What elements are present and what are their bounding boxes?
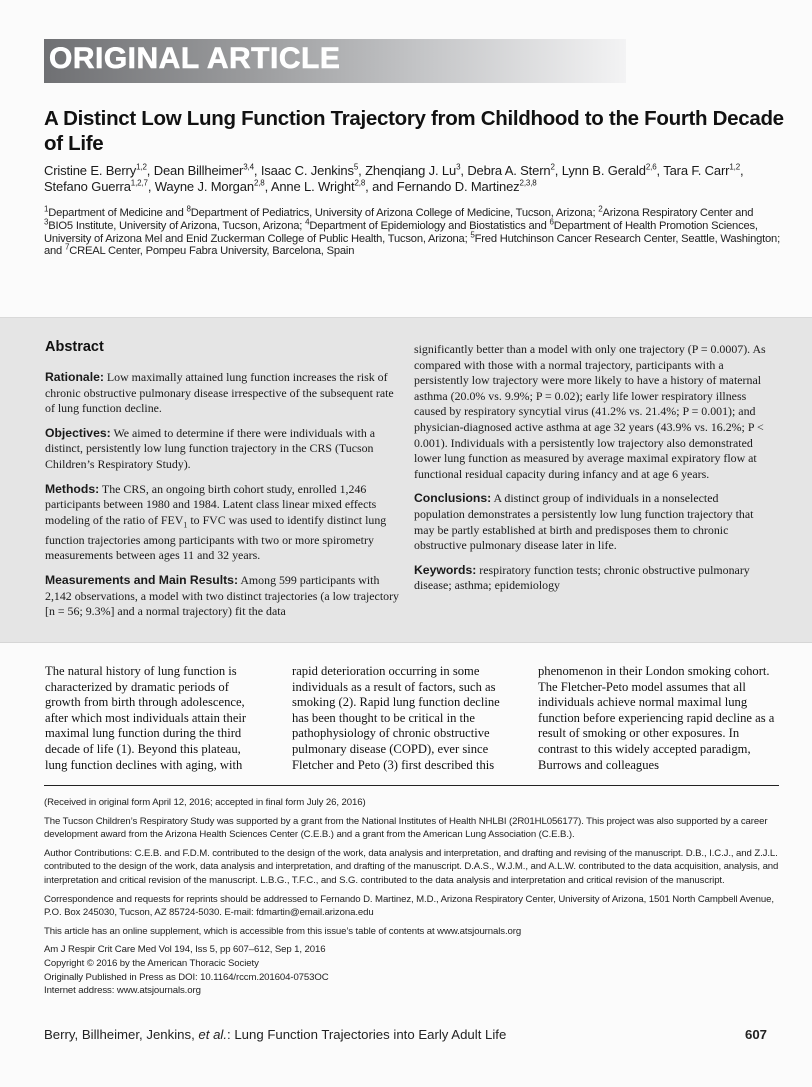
keywords-label: Keywords: xyxy=(414,562,477,577)
affiliation-marker: 1 xyxy=(44,204,49,214)
abstract-rationale xyxy=(45,370,403,417)
abstract-results xyxy=(45,573,403,620)
author-name: Cristine E. Berry xyxy=(44,163,137,178)
fev-subscript: 1 xyxy=(183,520,188,530)
abstract-keywords xyxy=(414,563,772,594)
running-footer xyxy=(44,1027,784,1042)
affiliation-text: CREAL Center, Pompeu Fabra University, Barcelona, Spain xyxy=(69,245,355,258)
author-name: Tara F. Carr xyxy=(663,163,730,178)
footnote-divider xyxy=(44,785,779,786)
abstract-objectives xyxy=(45,426,403,473)
keywords-text: respiratory function tests; chronic obstructive pulmonary disease; asthma; epidemiology xyxy=(414,562,750,593)
author-name: Debra A. Stern xyxy=(467,163,551,178)
author-affiliation-marker: 2,8 xyxy=(354,178,366,188)
body-column-1: The natural history of lung function is characterized by dramatic periods of growth from birth through adolescence, after which most individuals attain their maximal lung function during the third decade of life (1). Beyond this plateau, lung function declines with aging, with xyxy=(45,664,247,772)
affiliation-text: Arizona Respiratory Center and xyxy=(602,207,754,219)
methods-text: The CRS, an ongoing birth cohort study, enrolled 1,246 participants between 1980 and 1984. Latent class linear mixed effects modeling of the ratio of FEV xyxy=(45,481,377,527)
article-title: A Distinct Low Lung Function Trajectory from Childhood to the Fourth Decade of Life xyxy=(44,107,784,155)
correspondence: Correspondence and requests for reprints should be addressed to Fernando D. Martinez, M.D., Arizona Respiratory Center, University of Arizona, 1501 North Campbell Avenue, P.O. Box 245030, Tucson, AZ 85724-5030. E-mail: fdmartin@email.arizona.edu xyxy=(44,893,774,919)
methods-label: Methods: xyxy=(45,481,100,496)
affiliation-marker: 2 xyxy=(598,204,603,214)
author-affiliation-marker: 1,2,7 xyxy=(130,178,148,188)
author-affiliation-marker: 5 xyxy=(353,162,359,172)
affiliation-marker: 3 xyxy=(44,217,49,227)
results-label: Measurements and Main Results: xyxy=(45,572,239,587)
internet-address[interactable]: Internet address: www.atsjournals.org xyxy=(44,985,201,997)
body-column-3: phenomenon in their London smoking cohort. The Fletcher-Peto model assumes that all individuals achieve normal maximal lung function before experiencing rapid decline as a result of smoking or other exposures. In contrast to this widely accepted paradigm, Burrows and colleagues xyxy=(538,664,775,772)
author-affiliation-marker: 3 xyxy=(456,162,461,172)
body-column-2: rapid deterioration occurring in some individuals as a result of factors, such as smoking (2). Rapid lung function decline has been thought to be critical in the pathophysiology of chronic obstructive pulmonary disease (COPD), ever since Fletcher and Peto (3) first described this xyxy=(292,664,500,772)
author-affiliation-marker: 1,2 xyxy=(729,162,741,172)
author-name: Stefano Guerra xyxy=(44,179,131,194)
citation-block xyxy=(44,943,784,997)
author-name: Dean Billheimer xyxy=(153,163,244,178)
running-title xyxy=(44,1027,506,1042)
received-dates: (Received in original form April 12, 2016; accepted in final form July 26, 2016) xyxy=(44,797,366,808)
author-affiliation-marker: 2,6 xyxy=(645,162,657,172)
affiliation-marker: 5 xyxy=(470,229,475,239)
journal-citation: Am J Respir Crit Care Med Vol 194, Iss 5, pp 607–612, Sep 1, 2016 xyxy=(44,944,326,956)
author-affiliation-marker: 2,3,8 xyxy=(519,178,537,188)
conclusions-label: Conclusions: xyxy=(414,491,492,506)
abstract-column-left xyxy=(45,370,403,629)
affiliation-marker: 4 xyxy=(305,217,310,227)
conclusions-text: A distinct group of individuals in a nonselected population demonstrates a persistently low lung function trajectory that may be partly established at birth and predisposes them to chronic obstructive pulmonary disease later in life. xyxy=(414,491,754,553)
doi[interactable]: Originally Published in Press as DOI: 10.1164/rccm.201604-0753OC xyxy=(44,971,329,983)
online-supplement-note: This article has an online supplement, which is accessible from this issue’s table of contents at www.atsjournals.org xyxy=(44,925,522,937)
affiliation-text: Department of Medicine and xyxy=(48,207,187,219)
author-list: Cristine E. Berry$^{1,2}$, Dean Billheimer$^{3,4}$, Isaac C. Jenkins$^5$, Zhenqiang J. Lu$^3$, Debra A. Stern$^2$, Lynn B. Gerald$^{2,6}$, Tara F. Carr$^{1,2}$, Stefano Guerra$^{1,2,7}$, Wayne J. Morgan$^{2,8}$, Anne L. Wright$^{2,8}$, and Fernando D. Martinez$^{2,3,8}$ xyxy=(44,162,744,194)
rationale-text: Low maximally attained lung function increases the risk of chronic obstructive pulmonary disease irrespective of the subsequent rate of lung function decline. xyxy=(45,370,394,416)
abstract-box xyxy=(0,317,812,643)
objectives-label: Objectives: xyxy=(45,425,111,440)
author-name: Wayne J. Morgan xyxy=(154,179,254,194)
rationale-label: Rationale: xyxy=(45,370,104,384)
footnotes xyxy=(44,796,784,998)
author-name: Zhenqiang J. Lu xyxy=(365,163,457,178)
author-affiliation-marker: 1,2 xyxy=(136,162,147,172)
results-text: Among 599 participants with 2,142 observations, a model with two distinct trajectories (a low trajectory [n = 56; 9.3%] and a normal trajectory) fit the data xyxy=(45,572,399,619)
abstract-methods xyxy=(45,482,403,564)
affiliation-marker: 7 xyxy=(64,242,70,252)
footer-authors: Berry, Billheimer, Jenkins, xyxy=(44,1027,199,1042)
affiliation-text: Department of Health Promotion Sciences, University of Arizona Mel and Enid Zuckerman College of Public Health, Tucson, Arizona; xyxy=(44,219,758,245)
author-affiliation-marker: 3,4 xyxy=(243,162,254,172)
author-affiliation-marker: 2 xyxy=(550,162,555,172)
author-name: and Fernando D. Martinez xyxy=(372,179,520,194)
author-affiliation-marker: 2,8 xyxy=(253,178,265,188)
author-name: Lynn B. Gerald xyxy=(561,163,646,178)
abstract-results-continued xyxy=(414,342,772,482)
objectives-text: We aimed to determine if there were individuals with a distinct, persistently low lung function trajectory in the CRS (Tucson Children’s Respiratory Study). xyxy=(45,425,376,471)
affiliation-marker: 8 xyxy=(186,204,191,214)
article-type-label: ORIGINAL ARTICLE xyxy=(49,42,341,75)
methods-text-continued: to FVC was used to identify distinct lung function trajectories among participants with two or more spirometry measurements between ages 11 and 32 years. xyxy=(45,512,387,563)
funding-statement: The Tucson Children’s Respiratory Study was supported by a grant from the National Institutes of Health NHLBI (2R01HL056177). This project was also supported by a career development award from the Arizona Health Sciences Center (C.E.B.) and a grant from the American Lung Association (C.E.B.). xyxy=(44,815,768,841)
footer-et-al: et al. xyxy=(198,1027,227,1042)
abstract-conclusions xyxy=(414,491,772,553)
author-name: Isaac C. Jenkins xyxy=(260,163,354,178)
affiliation-text: Fred Hutchinson Cancer Research Center, Seattle, Washington; and xyxy=(44,232,780,258)
article-type-banner xyxy=(44,39,626,83)
abstract-heading: Abstract xyxy=(45,339,104,355)
affiliation-text: Department of Epidemiology and Biostatistics and xyxy=(309,219,550,232)
affiliations xyxy=(44,204,784,258)
affiliation-marker: 6 xyxy=(549,217,554,227)
author-contributions: Author Contributions: C.E.B. and F.D.M. contributed to the design of the work, data analysis and interpretation, and drafting and revising of the manuscript. D.B., I.C.J., and Z.J.L. contributed to the design of the work, data analysis and interpretation, and drafting of the manuscript. D.A.S., W.J.M., and A.L.W. contributed to the data acquisition, analysis, and interpretation and critical revision of the manuscript. L.B.G., T.F.C., and S.G. contributed to the data analysis and interpretation and critical revision of the manuscript. xyxy=(44,847,779,886)
affiliation-text: BIO5 Institute, University of Arizona, Tucson, Arizona; xyxy=(48,219,306,232)
abstract-column-right xyxy=(414,342,772,603)
copyright: Copyright © 2016 by the American Thoracic Society xyxy=(44,957,259,969)
page-number: 607 xyxy=(744,1027,767,1042)
results-text-continued: significantly better than a model with only one trajectory (P = 0.0007). As compared with those with a normal trajectory, participants with a persistently low trajectory were more likely to have a history of maternal asthma (20.0% vs. 9.9%; P = 0.02); early life lower respiratory illness caused by respiratory syncytial virus (41.2% vs. 21.4%; P = 0.001); and physician-diagnosed active asthma at age 32 years (43.9% vs. 16.2%; P < 0.001). Individuals with a persistently low trajectory also demonstrated lower lung function as measured by average maximal expiratory flow at functional residual capacity during infancy and at age 6 years. xyxy=(414,342,766,481)
footer-title: : Lung Function Trajectories into Early Adult Life xyxy=(227,1027,507,1042)
author-name: Anne L. Wright xyxy=(270,179,355,194)
affiliation-text: Department of Pediatrics, University of Arizona College of Medicine, Tucson, Arizona; xyxy=(190,207,599,219)
